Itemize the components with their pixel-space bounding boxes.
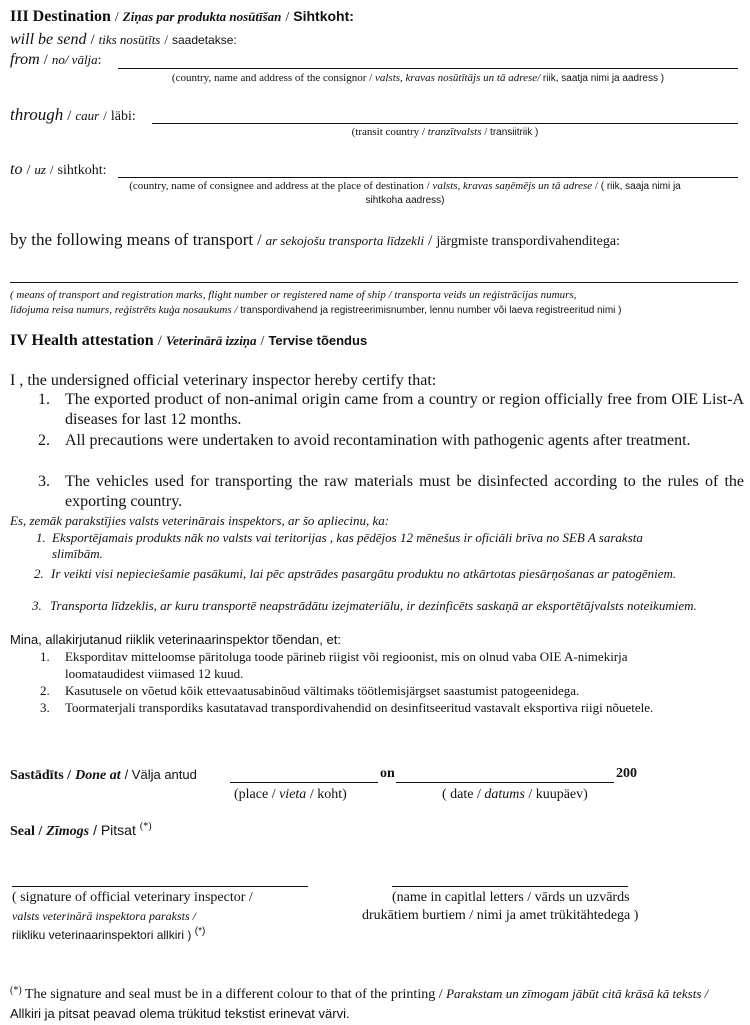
signature-line[interactable] bbox=[12, 886, 308, 887]
to-et: sihtkoht: bbox=[57, 163, 107, 178]
seal-lv: Zīmogs bbox=[46, 824, 90, 839]
footnote-lv: Parakstam un zīmogam jābūt citā krāsā kā teksts / bbox=[446, 986, 709, 1001]
through-label: through / caur / läbi: bbox=[10, 105, 136, 124]
en-item-1: 1. The exported product of non-animal origin came from a country or region officially free from OIE List-A diseases for last 12 months. bbox=[38, 391, 744, 428]
section-3-title: III Destination / Ziņas par produkta nosūtīšan / Sihtkoht: bbox=[10, 8, 354, 25]
section-4-title-lv: Veterinārā izziņa bbox=[165, 333, 257, 348]
footnote bbox=[10, 981, 740, 1024]
name-caption-2: drukātiem burtiem / nimi ja amet trükitähtedega ) bbox=[362, 908, 639, 923]
send-et: saadetakse: bbox=[172, 33, 237, 47]
et-item-3: 3. Toormaterjali transpordiks kasutatavad transpordivahendid on desinfitseeritud vastavalt eksportiva riigi nõuetele. bbox=[40, 700, 654, 715]
seal-mark: (*) bbox=[139, 821, 152, 832]
through-en: through bbox=[10, 105, 64, 124]
send-en: will be send bbox=[10, 31, 87, 48]
done-label-lv: Sastādīts / bbox=[10, 768, 72, 783]
footnote-en: The signature and seal must be in a different colour to that of the printing / bbox=[24, 987, 443, 1002]
from-label: from / no/ vālja: bbox=[10, 51, 102, 68]
signature-caption-3: riikliku veterinaarinspektori allkiri ) (*) bbox=[12, 926, 206, 942]
done-year: 200 bbox=[616, 766, 637, 781]
intro-et: Mina, allakirjutanud riiklik veterinaarinspektor tõendan, et: bbox=[10, 632, 341, 647]
to-line[interactable] bbox=[118, 177, 738, 178]
section-4-title-et: Tervise tõendus bbox=[268, 333, 368, 348]
done-label-en: Done at bbox=[75, 768, 121, 783]
transport-caption-2: lidojuma reisa numurs, reģistrēts kuģa nosaukums / transpordivahend ja registreerimisnumber, lennu number või laeva registreeritud nimi ) bbox=[10, 304, 622, 316]
send-line: will be send / tiks nosūtīts / saadetakse: bbox=[10, 31, 237, 48]
section-4-title-en: IV Health attestation bbox=[10, 332, 154, 349]
date-line[interactable] bbox=[396, 782, 614, 783]
from-caption: (country, name and address of the consignor / valsts, kravas nosūtītājs un tā adrese/ riik, saatja nimi ja aadress ) bbox=[171, 72, 665, 84]
et-item-2: 2. Kasutusele on võetud kõik ettevaatusabinõud vältimaks töötlemisjärgset saastumist patogeenidega. bbox=[40, 683, 580, 698]
seal-et: / Pitsat bbox=[93, 822, 136, 838]
from-line[interactable] bbox=[118, 68, 738, 69]
intro-en: I , the undersigned official veterinary inspector hereby certify that: bbox=[10, 372, 437, 389]
seal-label bbox=[10, 821, 152, 840]
section-3-title-et: Sihtkoht: bbox=[293, 8, 354, 24]
from-lv: no/ vālja bbox=[51, 52, 98, 67]
transport-label: by the following means of transport / ar sekojošu transporta līdzekli / järgmiste transpordivahenditega: bbox=[10, 230, 620, 249]
lv-item-2: 2. Ir veikti visi nepieciešamie pasākumi, lai pēc apstrādes pasargātu produktu no atkārtotas piesārņošanas ar patogēniem. bbox=[34, 566, 677, 581]
transport-et: järgmiste transpordivahenditega: bbox=[436, 234, 620, 249]
name-caption-1: (name in capitlal letters / vārds un uzvārds bbox=[392, 890, 630, 905]
to-en: to bbox=[10, 161, 23, 178]
intro-lv: Es, zemāk parakstījies valsts veterinārais inspektors, ar šo apliecinu, ka: bbox=[10, 513, 390, 528]
lv-item-1: 1. Eksportējamais produkts nāk no valsts vai teritorijas , kas pēdējos 12 mēnešus ir oficiāli brīva no SEB A saraksta slimībām. bbox=[36, 530, 643, 561]
through-et: läbi: bbox=[110, 109, 136, 124]
section-3-title-en: III Destination bbox=[10, 8, 111, 25]
footnote-et: Allkiri ja pitsat peavad olema trükitud tekstist erinevat värvi. bbox=[10, 1006, 350, 1021]
en-item-3: 3. The vehicles used for transporting the raw materials must be disinfected according to the rules of the exporting country. bbox=[38, 473, 744, 510]
done-on: on bbox=[380, 766, 395, 781]
et-item-1: 1. Eksporditav mitteloomse päritoluga toode pärineb riigist või regioonist, mis on olnud vaba OIE A-nimekirja loomataudidest viimased 12 kuud. bbox=[40, 649, 628, 681]
transport-lv: ar sekojošu transporta līdzekli bbox=[265, 233, 425, 248]
to-caption: (country, name of consignee and address at the place of destination / valsts, kravas saņēmējs un tā adrese / ( riik, saaja nimi ja bbox=[129, 180, 681, 192]
section-4-title: IV Health attestation / Veterinārā izziņa / Tervise tõendus bbox=[10, 332, 368, 349]
transport-line[interactable] bbox=[10, 282, 738, 283]
send-lv: tiks nosūtīts bbox=[98, 32, 161, 47]
section-3-title-lv: Ziņas par produkta nosūtīšan bbox=[122, 9, 282, 24]
signature-caption-2: valsts veterinārā inspektora paraksts / bbox=[12, 909, 196, 923]
to-label: to / uz / sihtkoht: bbox=[10, 161, 107, 178]
through-lv: caur bbox=[75, 108, 100, 123]
seal-en: Seal / bbox=[10, 824, 43, 839]
from-en: from bbox=[10, 51, 40, 68]
transport-en: by the following means of transport bbox=[10, 230, 254, 249]
place-caption: (place / vieta / koht) bbox=[234, 787, 347, 802]
to-caption-2: sihtkoha aadress) bbox=[365, 195, 445, 206]
footnote-mark: (*) bbox=[10, 985, 22, 996]
date-caption: ( date / datums / kuupäev) bbox=[442, 787, 588, 802]
lv-item-3: 3. Transporta līdzeklis, ar kuru transportē neapstrādātu izejmateriālu, ir dezinficēts saskaņā ar eksportētājvalsts noteikumiem. bbox=[32, 598, 697, 613]
through-caption: (transit country / tranzītvalsts / transiitriik ) bbox=[351, 126, 539, 138]
en-item-2: 2. All precautions were undertaken to avoid recontamination with pathogenic agents after treatment. bbox=[38, 432, 691, 449]
through-line[interactable] bbox=[152, 123, 738, 124]
name-line[interactable] bbox=[392, 886, 628, 887]
to-lv: uz bbox=[34, 162, 46, 177]
done-at-label bbox=[10, 766, 197, 784]
place-line[interactable] bbox=[230, 782, 378, 783]
done-label-et: / Välja antud bbox=[124, 767, 197, 782]
signature-caption-1: ( signature of official veterinary inspector / bbox=[12, 890, 253, 905]
transport-caption-1: ( means of transport and registration marks, flight number or registered name of ship / transporta veids un reģistrācijas numurs, bbox=[10, 289, 577, 301]
